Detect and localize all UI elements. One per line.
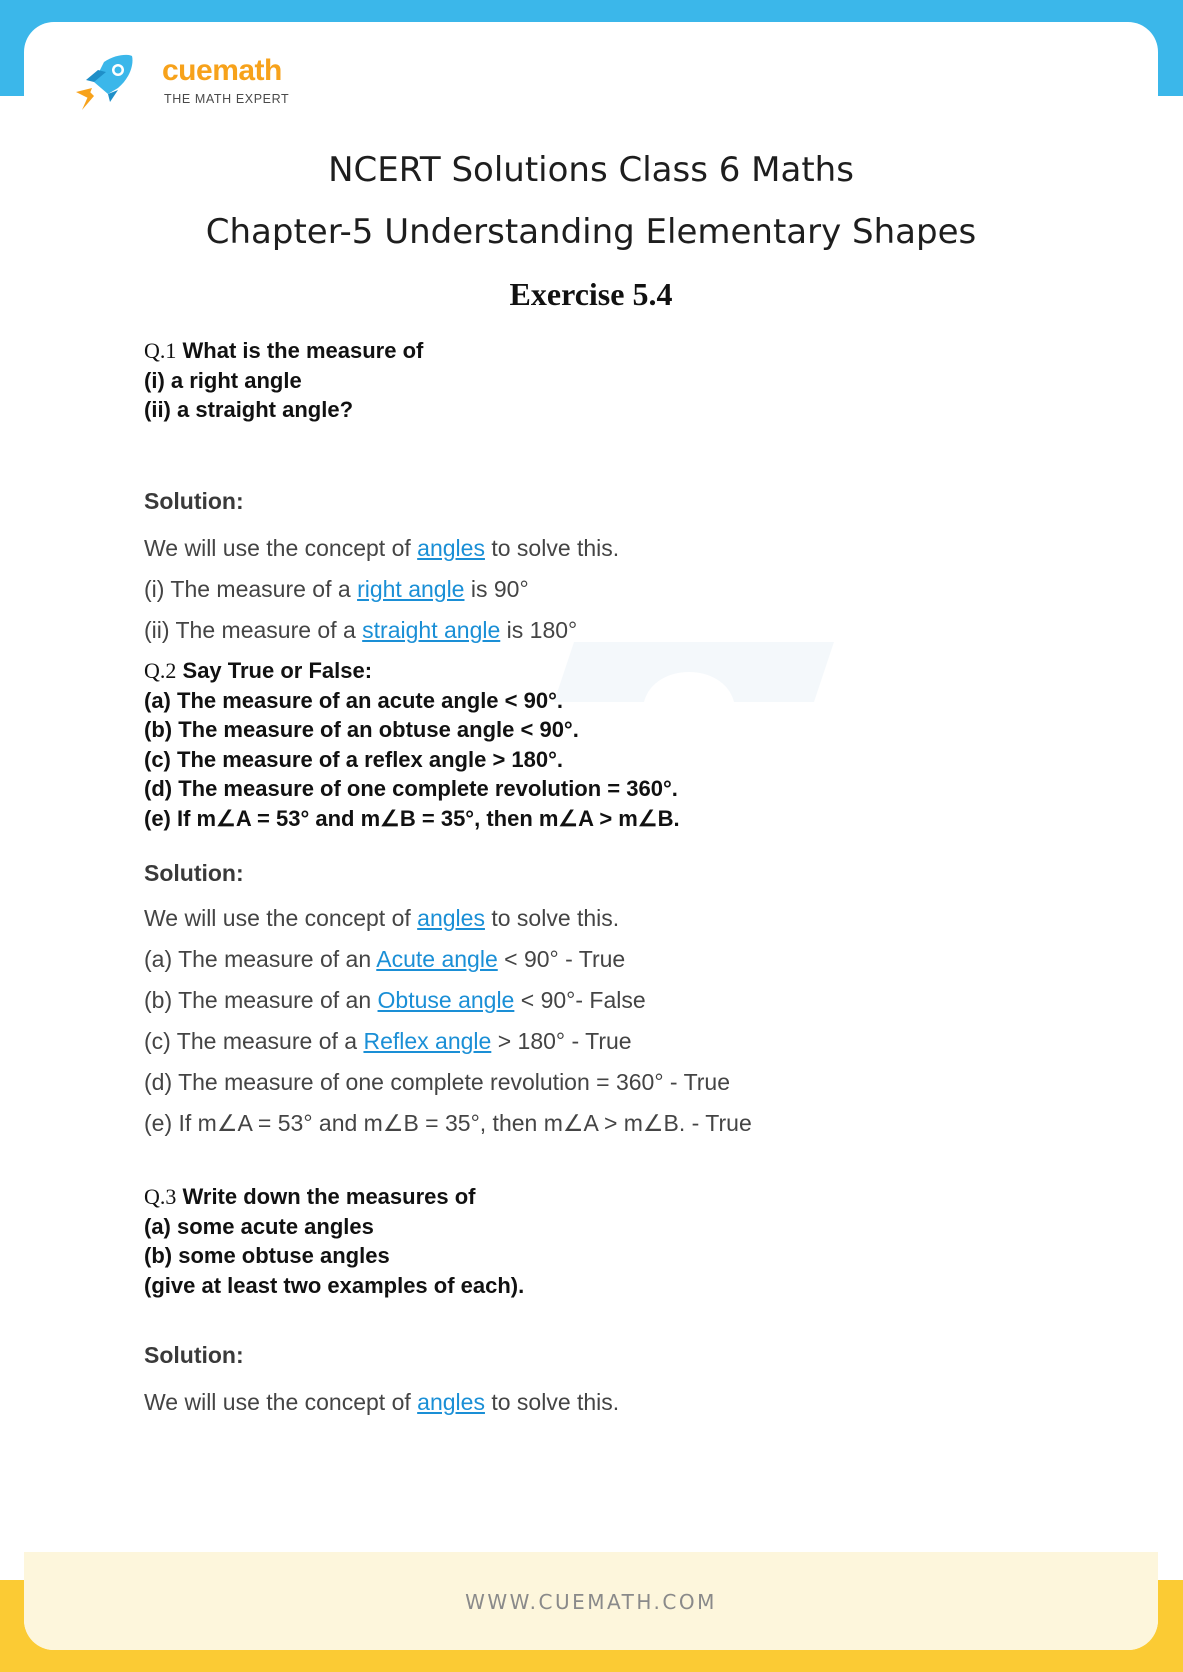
footer [24, 1552, 1158, 1650]
question-part: (ii) a straight angle? [144, 397, 354, 422]
question-part: (e) If m∠A = 53° and m∠B = 35°, then m∠A > m∠B. [144, 805, 680, 831]
question-number: Q.2 [144, 658, 177, 683]
solution-label: Solution: [144, 488, 244, 514]
question-number: Q.3 [144, 1184, 177, 1209]
question-text: Q.1 What is the measure of [144, 338, 424, 363]
logo-tagline: THE MATH EXPERT [164, 92, 290, 106]
solution-1-body [144, 528, 1094, 651]
question-part: (b) some obtuse angles [144, 1243, 390, 1268]
solution-line: (ii) The measure of a straight angle is 180° [144, 617, 578, 643]
question-part: (b) The measure of an obtuse angle < 90°. [144, 717, 579, 742]
solution-line: (b) The measure of an Obtuse angle < 90°- False [144, 987, 646, 1013]
question-number: Q.1 [144, 338, 177, 363]
question-2 [144, 656, 1094, 833]
question-1 [144, 336, 1094, 425]
solution-3 [144, 1342, 1094, 1369]
question-text: Q.2 Say True or False: [144, 658, 373, 683]
logo-wordmark: cuemath [162, 54, 282, 87]
solution-line: (d) The measure of one complete revolution = 360° - True [144, 1069, 731, 1095]
solution-line: We will use the concept of angles to solve this. [144, 1389, 620, 1415]
reflex-angle-link[interactable]: Reflex angle [363, 1028, 492, 1054]
page-title: NCERT Solutions Class 6 Maths [328, 150, 854, 190]
cuemath-logo [64, 52, 324, 112]
angles-link[interactable]: angles [417, 535, 485, 561]
solution-3-body [144, 1382, 1094, 1423]
question-part: (a) some acute angles [144, 1213, 374, 1239]
question-part: (d) The measure of one complete revolution = 360°. [144, 776, 678, 801]
angles-link[interactable]: angles [417, 905, 485, 931]
solution-label: Solution: [144, 860, 244, 886]
worksheet-page [24, 22, 1158, 1650]
obtuse-angle-link[interactable]: Obtuse angle [377, 987, 515, 1013]
solution-2-body [144, 898, 1094, 1144]
question-part: (i) a right angle [144, 367, 302, 393]
website-url[interactable]: WWW.CUEMATH.COM [465, 1590, 717, 1614]
question-text: Q.3 Write down the measures of [144, 1184, 476, 1209]
solution-line: (a) The measure of an Acute angle < 90° - True [144, 946, 626, 972]
straight-angle-link[interactable]: straight angle [362, 617, 501, 643]
question-3 [144, 1182, 1094, 1300]
exercise-heading: Exercise 5.4 [509, 276, 673, 312]
solution-line: We will use the concept of angles to solve this. [144, 905, 620, 931]
right-angle-link[interactable]: right angle [357, 576, 465, 602]
question-part: (give at least two examples of each). [144, 1272, 525, 1298]
solution-label: Solution: [144, 1342, 244, 1368]
chapter-title: Chapter-5 Understanding Elementary Shapes [205, 212, 977, 252]
solution-line: We will use the concept of angles to solve this. [144, 535, 620, 561]
solution-line: (i) The measure of a right angle is 90° [144, 576, 529, 602]
solution-2 [144, 860, 1094, 887]
rocket-icon [64, 52, 144, 112]
angles-link[interactable]: angles [417, 1389, 485, 1415]
acute-angle-link[interactable]: Acute angle [376, 946, 498, 972]
question-part: (c) The measure of a reflex angle > 180°. [144, 746, 564, 772]
solution-1 [144, 488, 1094, 515]
question-part: (a) The measure of an acute angle < 90°. [144, 687, 563, 713]
solution-line: (e) If m∠A = 53° and m∠B = 35°, then m∠A > m∠B. - True [144, 1110, 752, 1136]
solution-line: (c) The measure of a Reflex angle > 180° - True [144, 1028, 632, 1054]
